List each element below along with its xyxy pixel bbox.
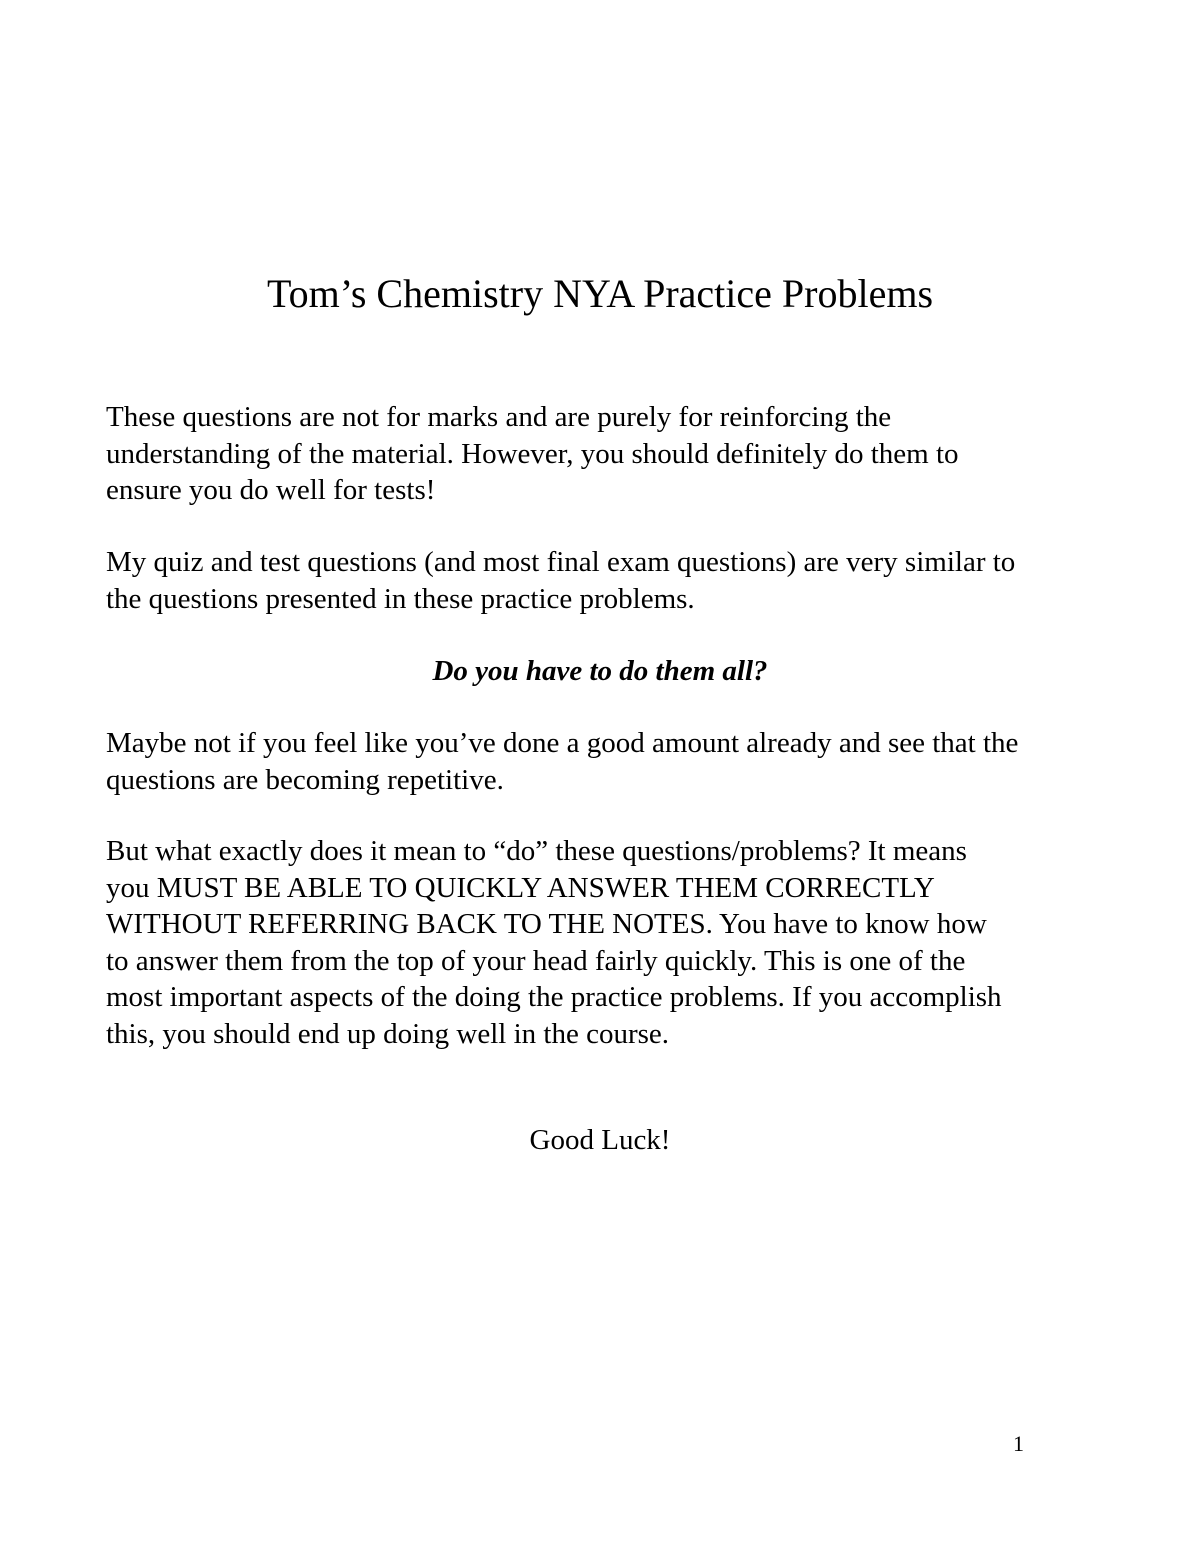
page-number: 1 xyxy=(1013,1431,1024,1456)
intro-paragraph xyxy=(106,399,1106,509)
answer-line: questions are becoming repetitive. xyxy=(106,763,504,796)
explanation-line: to answer them from the top of your head fairly quickly. This is one of the xyxy=(106,944,966,977)
explanation-line: most important aspects of the doing the practice problems. If you accomplish xyxy=(106,981,1002,1013)
intro-line: understanding of the material. However, you should definitely do them to xyxy=(106,437,959,470)
explanation-line: you MUST BE ABLE TO QUICKLY ANSWER THEM CORRECTLY xyxy=(106,871,935,904)
intro-line: These questions are not for marks and are purely for reinforcing the xyxy=(106,401,892,433)
question-heading: Do you have to do them all? xyxy=(432,655,768,687)
explanation-line: WITHOUT REFERRING BACK TO THE NOTES. You have to know how xyxy=(106,908,987,940)
answer-paragraph xyxy=(106,725,1106,798)
explanation-line: But what exactly does it mean to “do” these questions/problems? It means xyxy=(106,835,967,867)
document-title: Tom’s Chemistry NYA Practice Problems xyxy=(266,271,934,316)
answer-line: Maybe not if you feel like you’ve done a good amount already and see that the xyxy=(106,727,1019,759)
explanation-paragraph xyxy=(106,833,1106,1052)
similarity-paragraph xyxy=(106,544,1106,617)
similarity-line: My quiz and test questions (and most final exam questions) are very similar to xyxy=(106,546,1016,578)
closing-text: Good Luck! xyxy=(529,1124,671,1156)
explanation-line: this, you should end up doing well in the course. xyxy=(106,1017,670,1050)
similarity-line: the questions presented in these practice problems. xyxy=(106,582,695,615)
intro-line: ensure you do well for tests! xyxy=(106,474,436,506)
